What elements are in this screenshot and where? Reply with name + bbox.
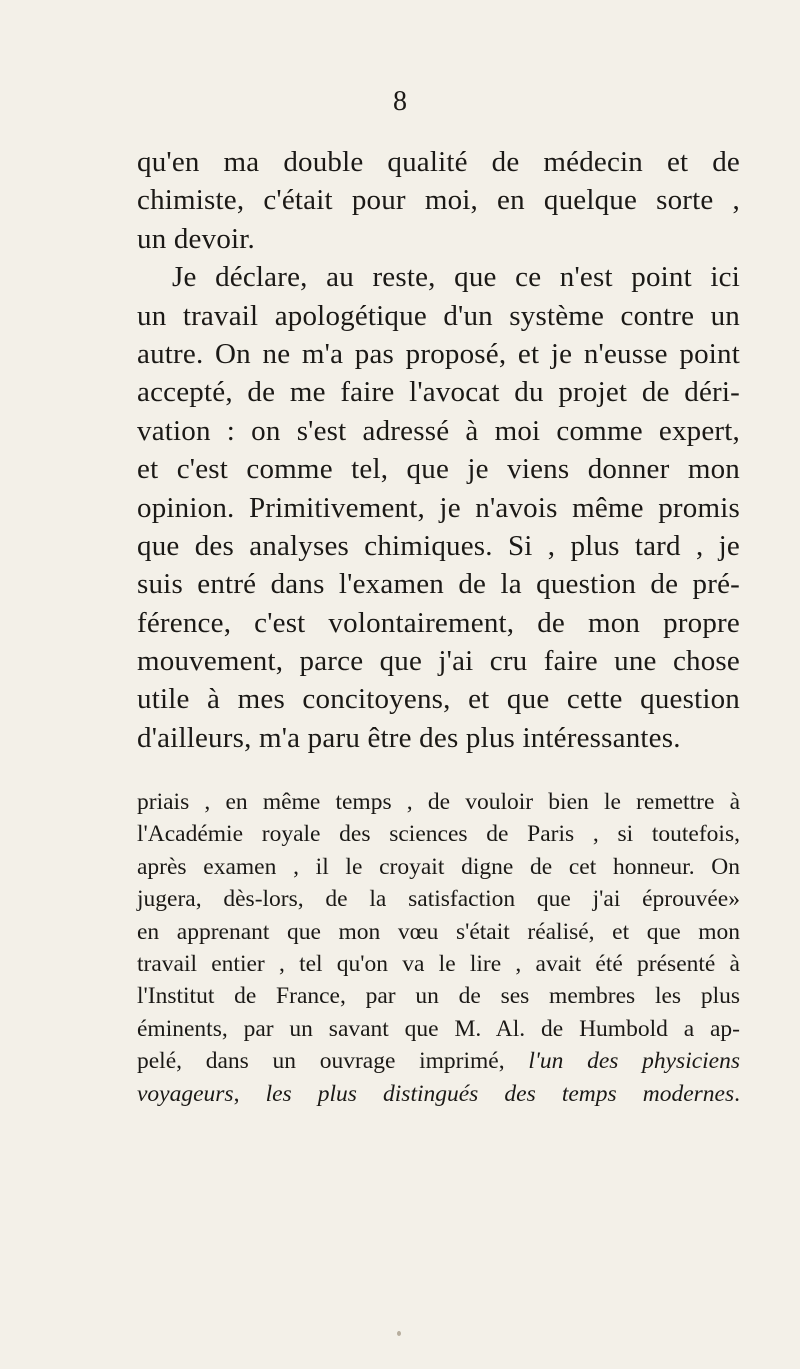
text-line: et c'est comme tel, que je viens donner mon (137, 453, 740, 486)
text-line: vation : on s'est adressé à moi comme expert, (137, 414, 740, 447)
main-body-text (137, 143, 740, 757)
note-line: jugera, dès-lors, de la satisfaction que j'ai éprouvée» (137, 886, 740, 913)
text-line: Je déclare, au reste, que ce n'est point ici (172, 261, 740, 294)
text-line: un devoir. (137, 222, 255, 255)
text-line: mouvement, parce que j'ai cru faire une chose (137, 645, 740, 678)
note-line: l'Institut de France, par un de ses membres les plus (137, 983, 740, 1010)
text-line: d'ailleurs, m'a paru être des plus intéressantes. (137, 721, 681, 754)
note-separator: , (233, 1080, 240, 1107)
note-line: l'Académie royale des sciences de Paris , si toutefois, (137, 821, 740, 848)
text-line: un travail apologétique d'un système contre un (137, 299, 740, 332)
page-number: 8 (393, 86, 407, 117)
note-line (137, 1078, 740, 1110)
italic-quote-word: voyageurs (137, 1080, 234, 1107)
paper-speck (397, 1331, 401, 1336)
text-line: qu'en ma double qualité de médecin et de (137, 146, 740, 178)
text-line: autre. On ne m'a pas proposé, et je n'eusse point (137, 337, 740, 370)
note-line: travail entier , tel qu'on va le lire , avait été présenté à (137, 950, 740, 977)
italic-quote-end: les plus distingués des temps modernes (265, 1080, 735, 1107)
note-line: après examen , il le croyait digne de cet honneur. On (137, 853, 740, 880)
italic-quote-start: l'un des physiciens (528, 1048, 741, 1075)
note-line (137, 1045, 740, 1077)
text-line: chimiste, c'était pour moi, en quelque sorte , (137, 184, 740, 217)
text-line: utile à mes concitoyens, et que cette question (137, 683, 740, 716)
note-line: en apprenant que mon vœu s'était réalisé, et que mon (137, 918, 740, 945)
note-period: . (734, 1080, 740, 1107)
text-line: que des analyses chimiques. Si , plus tard , je (137, 529, 740, 562)
note-line: éminents, par un savant que M. Al. de Humbold a ap- (137, 1015, 740, 1042)
note-line: priais , en même temps , de vouloir bien le remettre à (137, 789, 740, 815)
text-line: férence, c'est volontairement, de mon propre (137, 606, 740, 639)
text-line: accepté, de me faire l'avocat du projet de déri- (137, 376, 740, 409)
text-line: suis entré dans l'examen de la question de pré- (137, 568, 740, 601)
footnote-text (137, 786, 740, 1110)
note-line-start: pelé, dans un ouvrage imprimé, (137, 1048, 505, 1075)
text-line: opinion. Primitivement, je n'avois même promis (137, 491, 740, 524)
